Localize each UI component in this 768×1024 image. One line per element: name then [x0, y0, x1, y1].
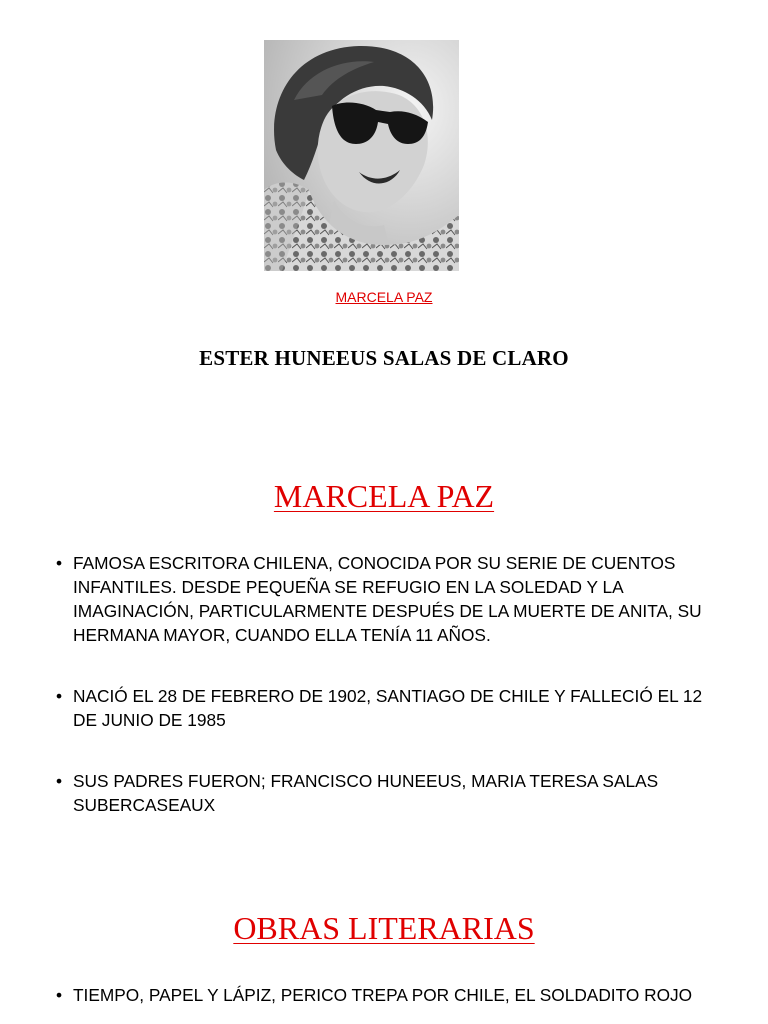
full-name-title: ESTER HUNEEUS SALAS DE CLARO [199, 346, 569, 370]
biography-list [56, 551, 716, 817]
list-item: • NACIÓ EL 28 DE FEBRERO DE 1902, SANTIAGO DE CHILE Y FALLECIÓ EL 12 DE JUNIO DE 1985 [56, 684, 716, 732]
photo-caption: MARCELA PAZ [335, 289, 433, 305]
section-heading-marcela-paz: MARCELA PAZ [273, 478, 495, 514]
list-item: • SUS PADRES FUERON; FRANCISCO HUNEEUS, MARIA TERESA SALAS SUBERCASEAUX [56, 769, 716, 817]
portrait-photo-icon [264, 40, 459, 271]
section-heading-obras-literarias: OBRAS LITERARIAS [233, 910, 535, 946]
works-list [56, 983, 716, 1007]
list-item: • TIEMPO, PAPEL Y LÁPIZ, PERICO TREPA POR CHILE, EL SOLDADITO ROJO [56, 983, 716, 1007]
portrait-photo [264, 40, 459, 271]
list-item: • FAMOSA ESCRITORA CHILENA, CONOCIDA POR SU SERIE DE CUENTOS INFANTILES. DESDE PEQUEÑA SE REFUGIO EN LA SOLEDAD Y LA IMAGINACIÓN, PARTICULARMENTE DESPUÉS DE LA MUERTE DE ANITA, SU HERMANA MAYOR, CUANDO ELLA TENÍA 11 AÑOS. [56, 551, 716, 647]
